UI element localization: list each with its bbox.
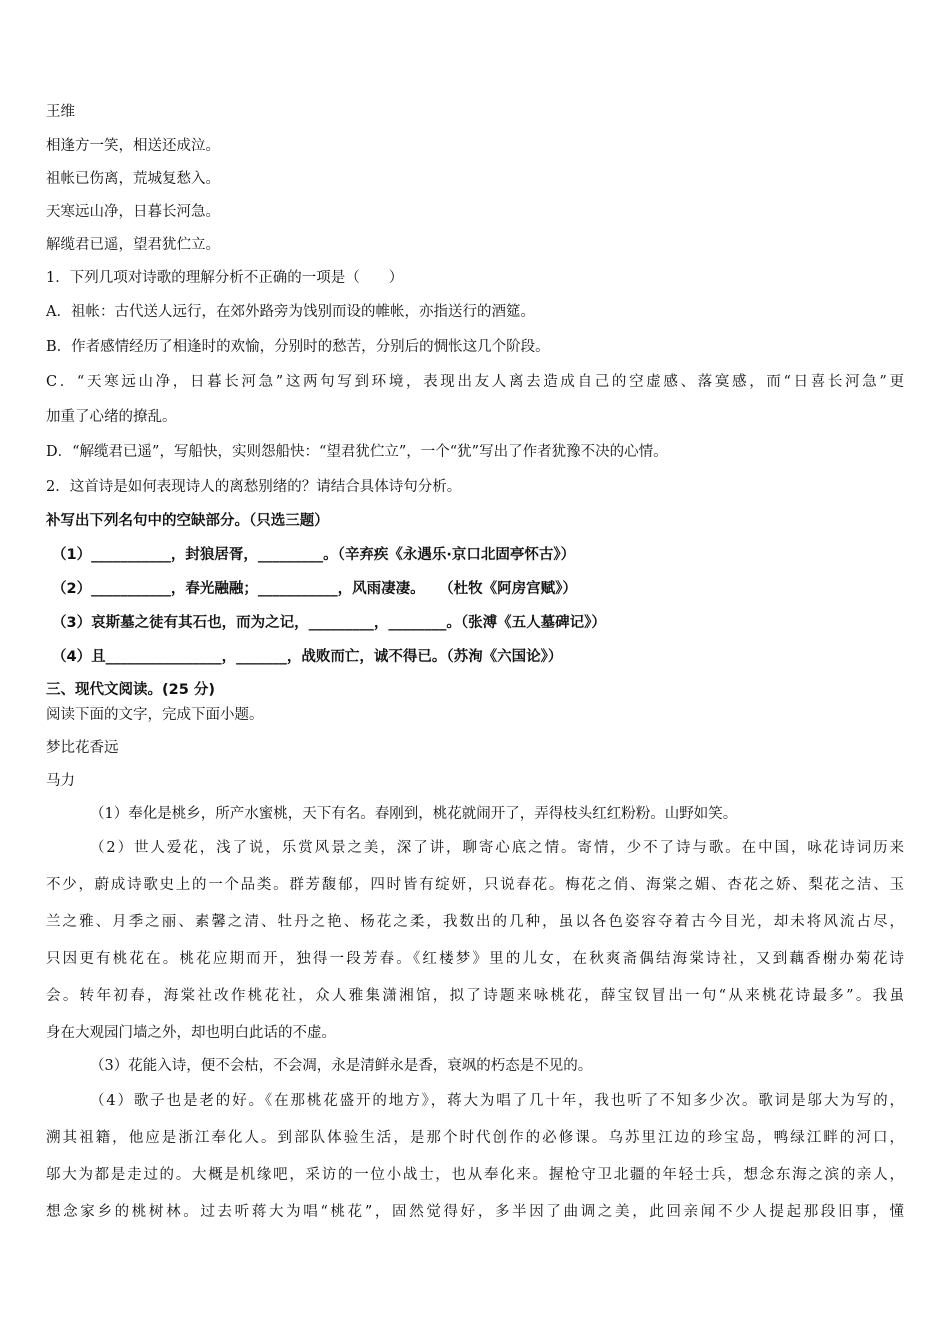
passage-paragraph-3: （3）花能入诗，便不会枯，不会凋，永是清鲜永是香，衰飒的朽态是不见的。 bbox=[90, 1058, 593, 1074]
question-1-option-c-line-2: 加重了心绪的撩乱。 bbox=[46, 409, 177, 425]
poem-line-3: 天寒远山净，日暮长河急。 bbox=[46, 204, 220, 220]
passage-paragraph-2-line-2: 不少，蔚成诗歌史上的一个品类。群芳馥郁，四时皆有绽妍，只说春花。梅花之俏、海棠之媚、杏花之娇、梨花之洁、玉 bbox=[46, 877, 904, 893]
passage-author: 马力 bbox=[46, 773, 75, 789]
fill-in-title: 补写出下列名句中的空缺部分。（只选三题） bbox=[46, 513, 329, 529]
question-2: 2．这首诗是如何表现诗人的离愁别绪的？请结合具体诗句分析。 bbox=[46, 479, 462, 495]
passage-paragraph-2-line-3: 兰之雅、月季之丽、素馨之清、牡丹之艳、杨花之柔，我数出的几种，虽以各色姿容夺着古今目光，却未将风流占尽， bbox=[46, 914, 904, 930]
fill-in-item-1: （1）___________，封狼居胥，_________。（辛弃疾《永遇乐·京口北固亭怀古》） bbox=[52, 547, 576, 563]
fill-in-item-4: （4）且________________，_______，战败而亡，诚不得已。（苏洵《六国论》） bbox=[52, 649, 563, 665]
poem-line-4: 解缆君已遥，望君犹伫立。 bbox=[46, 237, 220, 253]
passage-paragraph-4-line-2: 溯其祖籍，他应是浙江奉化人。到部队体验生活，是那个时代创作的必修课。乌苏里江边的珍宝岛，鸭绿江畔的河口， bbox=[46, 1130, 904, 1146]
fill-in-item-3: （3）哀斯墓之徒有其石也，而为之记，_________，________。（张溥《五人墓碑记》） bbox=[52, 615, 606, 631]
question-1-option-d: D．“解缆君已遥”，写船快，实则怨船快：“望君犹伫立”，一个“犹”写出了作者犹豫不决的心情。 bbox=[46, 444, 668, 460]
poem-line-2: 祖帐已伤离，荒城复愁入。 bbox=[46, 171, 220, 187]
question-1-option-b: B．作者感情经历了相逢时的欢愉，分别时的愁苦，分别后的惆怅这几个阶段。 bbox=[46, 339, 550, 355]
section-3-instruction: 阅读下面的文字，完成下面小题。 bbox=[46, 707, 264, 723]
fill-in-item-2: （2）___________，春光融融；___________，风雨凄凄。 （杜牧《阿房宫赋》） bbox=[52, 581, 577, 597]
question-1-option-c-line-1: C．“天寒远山净，日暮长河急”这两句写到环境，表现出友人离去造成自己的空虚感、落寞感，而“日喜长河急”更 bbox=[46, 374, 904, 390]
poem-line-1: 相逢方一笑，相送还成泣。 bbox=[46, 138, 220, 154]
passage-paragraph-2-line-5: 会。转年初春，海棠社改作桃花社，众人雅集潇湘馆，拟了诗题来咏桃花，薛宝钗冒出一句“从来桃花诗最多”。我虽 bbox=[46, 988, 904, 1004]
passage-paragraph-2-line-6: 身在大观园门墙之外，却也明白此话的不虚。 bbox=[46, 1025, 336, 1041]
passage-paragraph-4-line-1: （4）歌子也是老的好。《在那桃花盛开的地方》，蒋大为唱了几十年，我也听了不知多少次。歌词是邬大为写的， bbox=[90, 1093, 904, 1109]
section-3-heading: 三、现代文阅读。(25 分) bbox=[46, 682, 215, 698]
passage-title: 梦比花香远 bbox=[46, 740, 119, 756]
passage-paragraph-2-line-4: 只因更有桃花在。桃花应期而开，独得一段芳春。《红楼梦》里的儿女，在秋爽斋偶结海棠诗社，又到藕香榭办菊花诗 bbox=[46, 951, 904, 967]
question-1-stem: 1．下列几项对诗歌的理解分析不正确的一项是（ ） bbox=[46, 270, 404, 286]
question-1-option-a: A．祖帐：古代送人远行，在郊外路旁为饯别而设的帷帐，亦指送行的酒筵。 bbox=[46, 304, 535, 320]
passage-paragraph-4-line-3: 邬大为都是走过的。大概是机缘吧，采访的一位小战士，也从奉化来。握枪守卫北疆的年轻士兵，想念东海之滨的亲人， bbox=[46, 1167, 904, 1183]
passage-paragraph-2-line-1: （2）世人爱花，浅了说，乐赏风景之美，深了讲，聊寄心底之情。寄情，少不了诗与歌。在中国，咏花诗词历来 bbox=[90, 840, 904, 856]
passage-paragraph-1: （1）奉化是桃乡，所产水蜜桃，天下有名。春刚到，桃花就闹开了，弄得枝头红红粉粉。山野如笑。 bbox=[90, 806, 738, 822]
passage-paragraph-4-line-4: 想念家乡的桃树林。过去听蒋大为唱“桃花”，固然觉得好，多半因了曲调之美，此回亲闻不少人提起那段旧事，懂 bbox=[46, 1204, 904, 1220]
poem-author: 王维 bbox=[46, 104, 75, 120]
